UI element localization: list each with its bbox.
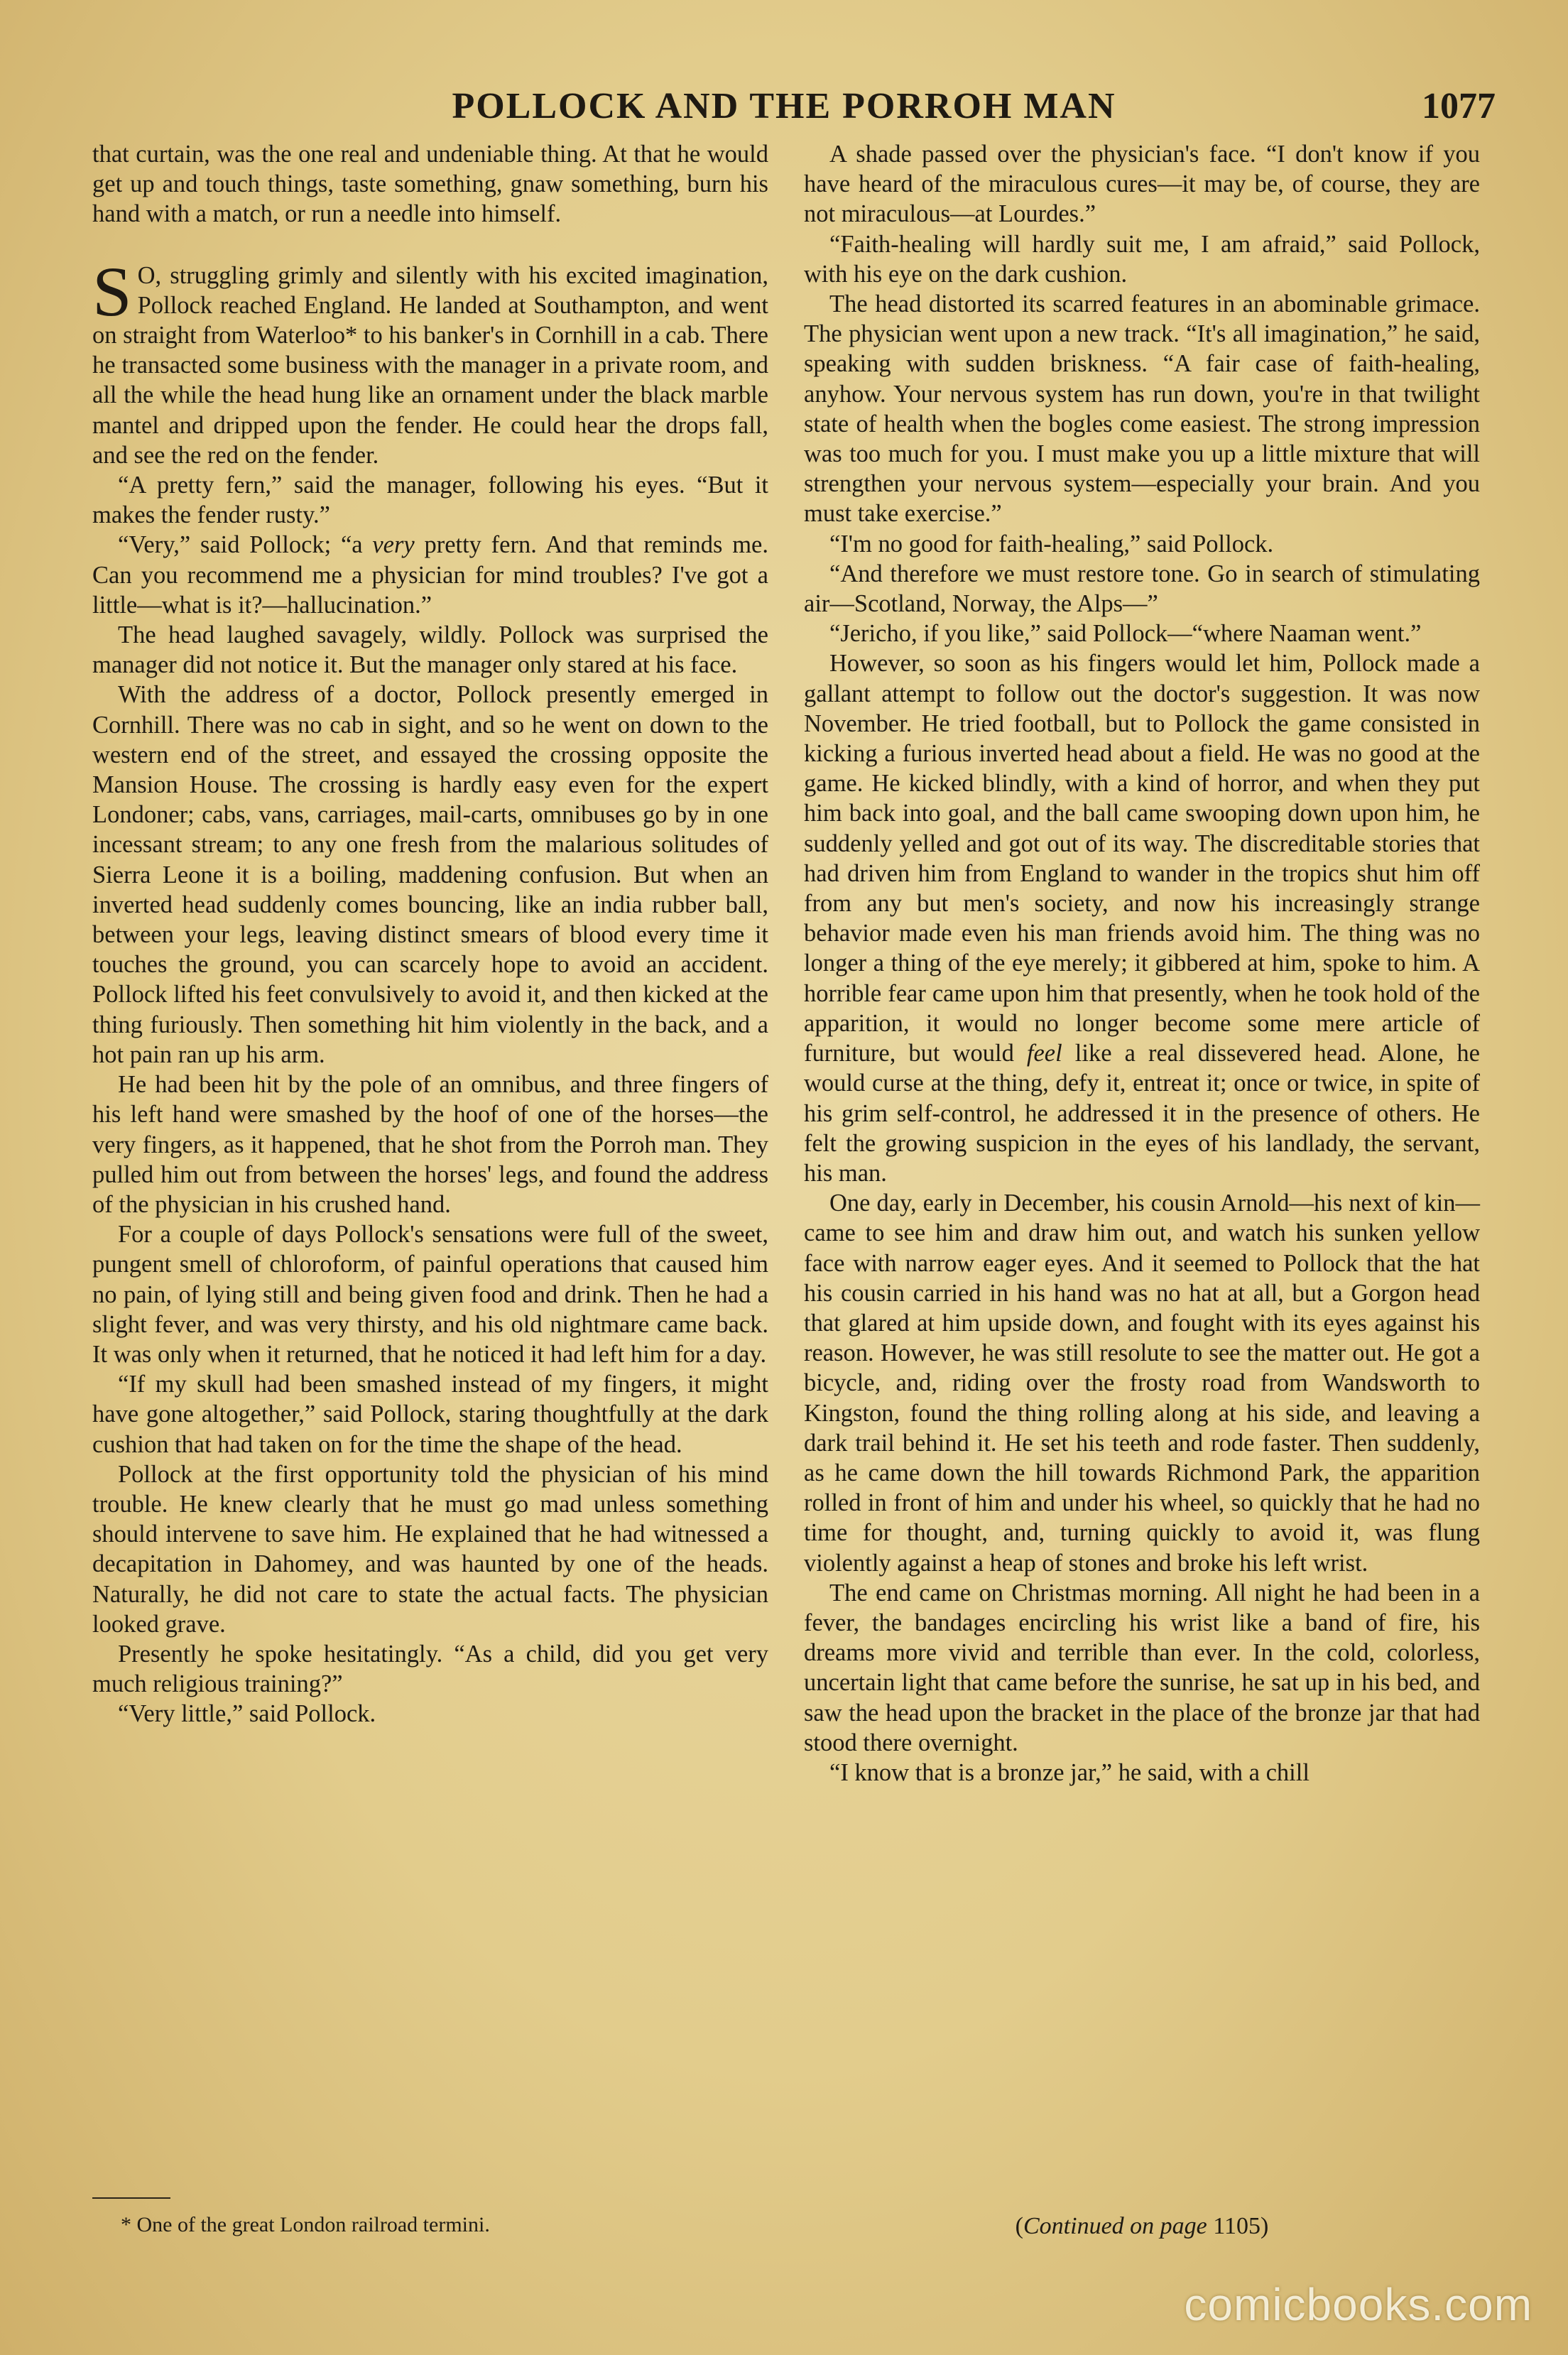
paragraph: “I'm no good for faith-healing,” said Pollock. (829, 530, 1274, 558)
paragraph: “I know that is a bronze jar,” he said, with a chill (829, 1758, 1310, 1786)
continued-page: 1105) (1207, 2213, 1269, 2239)
page-number: 1077 (1422, 86, 1496, 126)
paragraph: “Very little,” said Pollock. (118, 1700, 376, 1728)
continued-open: ( (1015, 2213, 1023, 2239)
paragraph: “Jericho, if you like,” said Pollock—“where Naaman went.” (829, 620, 1422, 648)
right-column (804, 139, 1480, 1788)
continued-note (804, 2213, 1480, 2240)
paragraph: “Faith-healing will hardly suit me, I am afraid,” said Pollock, with his eye on the dark cushion. (804, 230, 1480, 288)
paragraph-text: pretty fern. And that reminds me. Can you recommend me a physician for mind troubles? I've got a little—what is it?—hallucination.” (92, 531, 768, 619)
paragraph: One day, early in December, his cousin Arnold—his next of kin—came to see him and draw him out, and watch his sunken yellow face with narrow eager eyes. And it seemed to Pollock that the hat his cousin carried in his hand was no hat at all, but a Gorgon head that glared at him upside down, and fought with its eyes against his reason. However, he was still resolute to see the matter out. He got a bicycle, and, riding over the frosty road from Wandsworth to Kingston, found the thing rolling along at his side, and leaving a dark trail behind it. He set his teeth and rode faster. Then suddenly, as he came down the hill towards Richmond Park, the apparition rolled in front of him and under his wheel, so quickly that he had no time for thought, and, turning quickly to avoid it, was flung violently against a heap of stones and broke his left wrist. (804, 1190, 1480, 1577)
emphasis-text: very (372, 531, 415, 559)
paragraph: “A pretty fern,” said the manager, following his eyes. “But it makes the fender rusty.” (92, 472, 768, 529)
page-header (0, 85, 1568, 142)
page-title: POLLOCK AND THE PORROH MAN (452, 86, 1116, 126)
continued-label: Continued on page (1023, 2213, 1207, 2239)
paragraph (804, 648, 1480, 1188)
paragraph: With the address of a doctor, Pollock presently emerged in Cornhill. There was no cab in sight, and so he went on down to the western end of the street, and essayed the crossing opposite the Mansion House. The crossing is hardly easy even for the expert Londoner; cabs, vans, carriages, mail-carts, omnibuses go by in one incessant stream; to any one fresh from the malarious solitudes of Sierra Leone it is a boiling, maddening confusion. But when an inverted head suddenly comes bouncing, like an india rubber ball, between your legs, leaving distinct smears of blood every time it touches the ground, you can scarcely hope to avoid an accident. Pollock lifted his feet convulsively to avoid it, and then kicked at the thing furiously. Then something hit him violently in the back, and a hot pain ran up his arm. (92, 681, 768, 1068)
paragraph: A shade passed over the physician's face. “I don't know if you have heard of the miraculous cures—it may be, of course, they are not miraculous—at Lourdes.” (804, 141, 1480, 228)
watermark: comicbooks.com (1184, 2279, 1532, 2330)
paragraph-text: “Very,” said Pollock; “a (118, 531, 373, 559)
paragraph-text: O, struggling grimly and silently with his excited imagination, Pollock reached England. He landed at Southampton, and went on straight from Waterloo* to his banker's in Cornhill in a cab. There he transacted some business with the manager in a private room, and all the while the head hung like an ornament under the black marble mantel and dripped upon the fender. He could hear the drops fall, and see the red on the fender. (92, 261, 768, 469)
section-paragraph (92, 251, 768, 470)
footnote: * One of the great London railroad termini. (121, 2213, 490, 2236)
paragraph (92, 530, 768, 620)
paragraph-text: However, so soon as his fingers would let him, Pollock made a gallant attempt to follow out the doctor's suggestion. It was now November. He tried football, but to Pollock the game consisted in kicking a furious inverted head about a field. He was no good at the game. He kicked blindly, with a kind of horror, and when they put him back into goal, and the ball came swooping down upon him, he suddenly yelled and got out of its way. The discreditable stories that had driven him from England to wander in the tropics shut him off from any but men's society, and now his increasingly strange behavior made even his man friends avoid him. The thing was no longer a thing of the eye merely; it gibbered at him, spoke to him. A horrible fear came upon him that presently, when he took hold of the apparition, it would no longer become some mere article of furniture, but would (804, 650, 1480, 1067)
left-column (92, 139, 768, 1729)
emphasis-text: feel (1026, 1040, 1062, 1067)
paragraph: Presently he spoke hesitatingly. “As a child, did you get very much religious training?” (92, 1640, 768, 1698)
paragraph: The head distorted its scarred features in an abominable grimace. The physician went upon a new track. “It's all imagination,” he said, speaking with sudden briskness. “A fair case of faith-healing, anyhow. Your nervous system has run down, you're in that twilight state of health when the bogles come easiest. The strong impression was too much for you. I must make you up a little mixture that will strengthen your nervous system—especially your brain. And you must take exercise.” (804, 290, 1480, 528)
paragraph: He had been hit by the pole of an omnibus, and three fingers of his left hand were smashed by the hoof of one of the horses—the very fingers, as it happened, that he shot from the Porroh man. They pulled him out from between the horses' legs, and found the address of the physician in his crushed hand. (92, 1071, 768, 1218)
paragraph: “If my skull had been smashed instead of my fingers, it might have gone altogether,” said Pollock, staring thoughtfully at the dark cushion that had taken on for the time the shape of the head. (92, 1371, 768, 1458)
paragraph: For a couple of days Pollock's sensations were full of the sweet, pungent smell of chloroform, of painful operations that caused him no pain, of lying still and being given food and drink. Then he had a slight fever, and was very thirsty, and his old nightmare came back. It was only when it returned, that he noticed it had left him for a day. (92, 1221, 768, 1368)
paragraph: The head laughed savagely, wildly. Pollock was surprised the manager did not notice it. But the manager only stared at his face. (92, 621, 768, 679)
paragraph: that curtain, was the one real and undeniable thing. At that he would get up and touch things, taste something, gnaw something, burn his hand with a match, or run a needle into himself. (92, 141, 768, 228)
paragraph: Pollock at the first opportunity told the physician of his mind trouble. He knew clearly that he must go mad unless something should intervene to save him. He explained that he had witnessed a decapitation in Dahomey, and was haunted by one of the heads. Naturally, he did not care to state the actual facts. The physician looked grave. (92, 1460, 768, 1638)
paragraph: “And therefore we must restore tone. Go in search of stimulating air—Scotland, Norway, the Alps—” (804, 560, 1480, 618)
paragraph-text: like a real dissevered head. Alone, he would curse at the thing, defy it, entreat it; once or twice, in spite of his grim self-control, he addressed it in the presence of others. He felt the growing suspicion in the eyes of his landlady, the servant, his man. (804, 1040, 1480, 1187)
drop-cap: S (92, 251, 132, 331)
paragraph: The end came on Christmas morning. All night he had been in a fever, the bandages encircling his wrist like a band of fire, his dreams more vivid and terrible than ever. In the cold, colorless, uncertain light that came before the sunrise, he sat up in his bed, and saw the head upon the bracket in the place of the bronze jar that had stood there overnight. (804, 1579, 1480, 1756)
footnote-divider (92, 2197, 170, 2199)
